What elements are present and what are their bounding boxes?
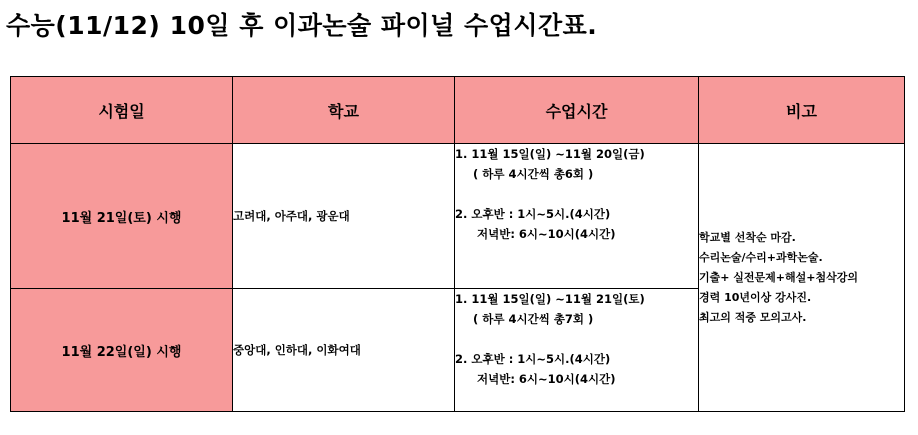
header-class-time: 수업시간 (455, 77, 699, 144)
header-exam-date: 시험일 (11, 77, 233, 144)
afternoon-class: 2. 오후반 : 1시~5시.(4시간) (455, 207, 611, 221)
afternoon-class: 2. 오후반 : 1시~5시.(4시간) (455, 352, 611, 366)
exam-date-cell: 11월 21일(토) 시행 (11, 144, 233, 289)
session-count: ( 하루 4시간씩 총7회 ) (473, 312, 594, 326)
schedule-table (10, 76, 905, 412)
page-title: 수능(11/12) 10일 후 이과논술 파이널 수업시간표. (6, 11, 598, 40)
table-row (11, 144, 905, 289)
remark-line: 수리논술/수리+과학논술. (699, 250, 823, 264)
spacer (455, 329, 698, 349)
table-header-row (11, 77, 905, 144)
school-cell: 중앙대, 인하대, 이화여대 (233, 289, 455, 412)
class-time-cell (455, 289, 699, 412)
remark-line: 기출+ 실전문제+해설+첨삭강의 (699, 270, 858, 284)
remark-line: 최고의 적중 모의고사. (699, 310, 807, 324)
session-count: ( 하루 4시간씩 총6회 ) (473, 167, 594, 181)
header-remarks: 비고 (699, 77, 905, 144)
remark-line: 경력 10년이상 강사진. (699, 290, 812, 304)
header-school: 학교 (233, 77, 455, 144)
exam-date-cell: 11월 22일(일) 시행 (11, 289, 233, 412)
spacer (455, 184, 698, 204)
remarks-cell (699, 144, 905, 412)
schedule-period: 1. 11월 15일(일) ~11월 21일(토) (455, 292, 645, 306)
remark-line: 학교별 선착순 마감. (699, 230, 796, 244)
evening-class: 저녁반: 6시~10시(4시간) (477, 227, 616, 241)
schedule-period: 1. 11월 15일(일) ~11월 20일(금) (455, 147, 645, 161)
school-cell: 고려대, 아주대, 광운대 (233, 144, 455, 289)
evening-class: 저녁반: 6시~10시(4시간) (477, 372, 616, 386)
class-time-cell (455, 144, 699, 289)
